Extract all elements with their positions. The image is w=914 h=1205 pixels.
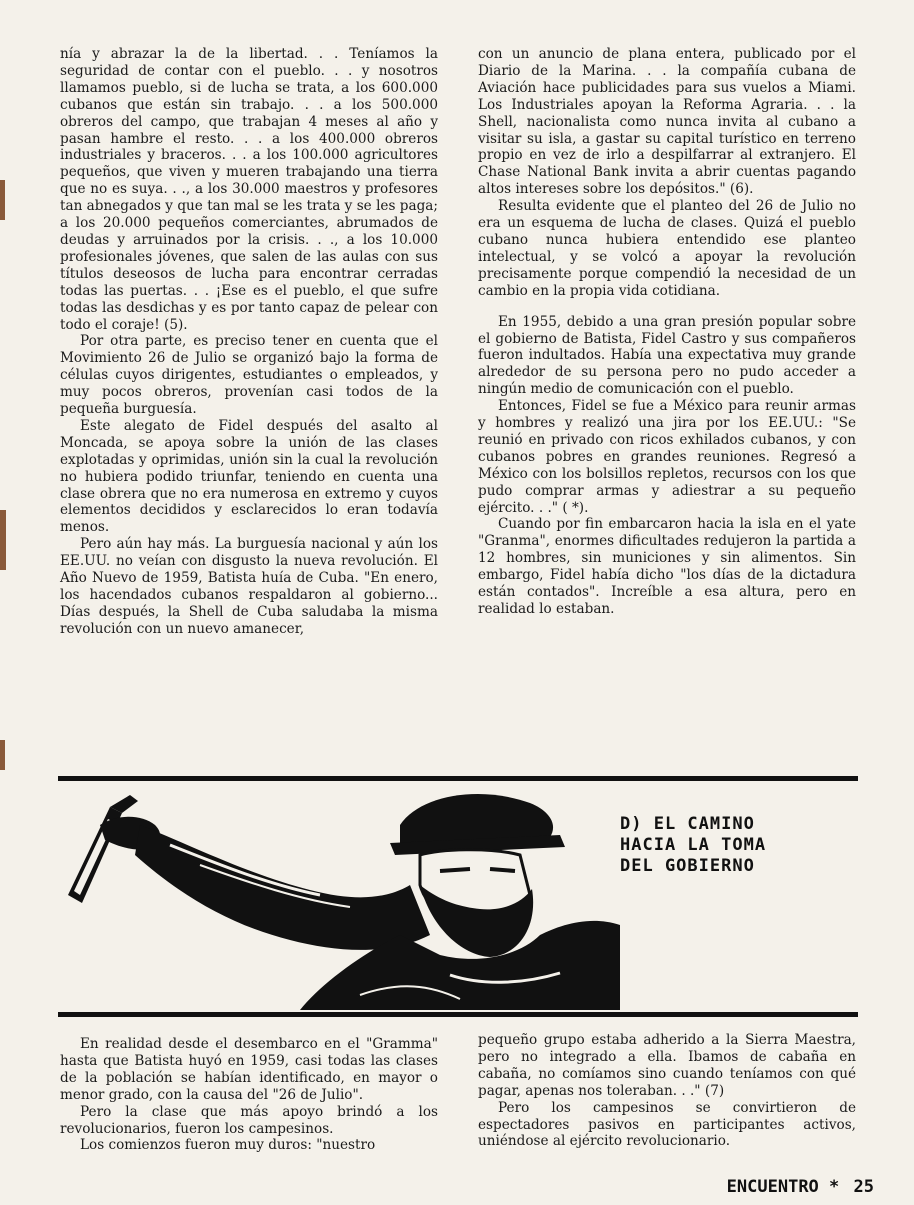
column-bottom-right — [478, 1032, 856, 1150]
divider-top — [58, 776, 858, 781]
page-number: 25 — [853, 1177, 874, 1197]
heading-line: D) EL CAMINO — [620, 814, 755, 834]
section-heading — [620, 814, 850, 877]
paragraph: Pero los campesinos se convirtieron de espectadores pasivos en participantes activos, uniéndose al ejército revolucionario. — [478, 1099, 856, 1150]
paragraph: Cuando por fin embarcaron hacia la isla en el yate "Granma", enormes dificultades redujeron la partida a 12 hombres, sin municiones y sin alimentos. Sin embargo, Fidel había dicho "los días de la dictadura están contados". Increíble a esa altura, pero en realidad lo estaban. — [478, 516, 856, 617]
binding-marks — [0, 180, 8, 780]
paragraph: Pero la clase que más apoyo brindó a los revolucionarios, fueron los campesinos. — [60, 1103, 438, 1137]
column-top-left — [60, 46, 438, 638]
paragraph: En realidad desde el desembarco en el "Gramma" hasta que Batista huyó en 1959, casi todas las clases de la población se habían identificado, en mayor o menor grado, con la causa del "26 de Julio". — [60, 1036, 438, 1103]
paragraph: Entonces, Fidel se fue a México para reunir armas y hombres y realizó una jira por los EE.UU.: "Se reunió en privado con ricos exhilados cubanos, y con cubanos pobres en grandes reuniones. Regresó a México con los bolsillos repletos, recursos con los que pudo comprar armas y adiestrar a su pequeño ejército. . ." ( *). — [478, 398, 856, 516]
paragraph: Pero aún hay más. La burguesía nacional y aún los EE.UU. no veían con disgusto la nueva revolución. El Año Nuevo de 1959, Batista huía de Cuba. "En enero, los hacendados cubanos respaldaron al gobierno... Días después, la Shell de Cuba saludaba la misma revolución con un nuevo amanecer, — [60, 536, 438, 637]
heading-line: HACIA LA TOMA — [620, 835, 767, 855]
column-top-right — [478, 46, 856, 618]
soldier-with-rifle-illustration — [60, 785, 620, 1010]
paragraph: Este alegato de Fidel después del asalto al Moncada, se apoya sobre la unión de las clases explotadas y oprimidas, unión sin la cual la revolución no hubiera podido triunfar, teniendo en cuenta una clase obrera que no era numerosa en extremo y cuyos elementos decididos y esclarecidos lo eran todavía menos. — [60, 417, 438, 536]
paragraph: En 1955, debido a una gran presión popular sobre el gobierno de Batista, Fidel Castro y sus compañeros fueron indultados. Había una expectativa muy grande alrededor de su persona pero no pudo acceder a ningún medio de comunicación con el pueblo. — [478, 313, 856, 398]
magazine-name: ENCUENTRO * — [726, 1177, 840, 1197]
divider-bottom — [58, 1012, 858, 1017]
heading-line: DEL GOBIERNO — [620, 856, 755, 876]
paragraph: Resulta evidente que el planteo del 26 de Julio no era un esquema de lucha de clases. Quizá el pueblo cubano nunca hubiera entendido ese planteo intelectual, y se volcó a apoyar la revolución precisamente porque compendió la necesidad de un cambio en la propia vida cotidiana. — [478, 198, 856, 299]
column-bottom-left — [60, 1036, 438, 1154]
paragraph: nía y abrazar la de la libertad. . . Teníamos la seguridad de contar con el pueblo. . . y nosotros llamamos pueblo, si de lucha se trata, a los 600.000 cubanos que están sin trabajo. . . a los 500.000 obreros del campo, que trabajan 4 meses al año y pasan hambre el resto. . . a los 400.000 obreros industriales y braceros. . . a los 100.000 agricultores pequeños, que viven y mueren trabajando una tierra que no es suya. . ., a los 30.000 maestros y profesores tan abnegados y que tan mal se les trata y se les paga; a los 20.000 pequeños comerciantes, abrumados de deudas y arruinados por la crisis. . ., a los 10.000 profesionales jóvenes, que salen de las aulas con sus títulos deseosos de lucha para encontrar cerradas todas las puertas. . . ¡Ese es el pueblo, el que sufre todas las desdichas y es por tanto capaz de pelear con todo el coraje! (5). — [60, 46, 438, 333]
paragraph: con un anuncio de plana entera, publicado por el Diario de la Marina. . . la compañía cubana de Aviación hace publicidades para sus vuelos a Miami. Los Industriales apoyan la Reforma Agraria. . . la Shell, nacionalista como nunca invita al cubano a visitar su isla, a gastar su capital turístico en terreno propio en vez de irlo a despilfarrar al extranjero. El Chase National Bank invita a abrir cuentas pagando altos intereses sobre los depósitos." (6). — [478, 46, 856, 198]
paragraph: pequeño grupo estaba adherido a la Sierra Maestra, pero no integrado a ella. Ibamos de cabaña en cabaña, no comíamos sino cuando teníamos con qué pagar, apenas nos toleraban. . ." (7) — [478, 1032, 856, 1099]
page-footer — [723, 1177, 874, 1197]
paragraph: Los comienzos fueron muy duros: "nuestro — [80, 1137, 376, 1154]
paragraph: Por otra parte, es preciso tener en cuenta que el Movimiento 26 de Julio se organizó bajo la forma de células cuyos dirigentes, estudiantes o empleados, y muy pocos obreros, provenían casi todos de la pequeña burguesía. — [60, 333, 438, 418]
